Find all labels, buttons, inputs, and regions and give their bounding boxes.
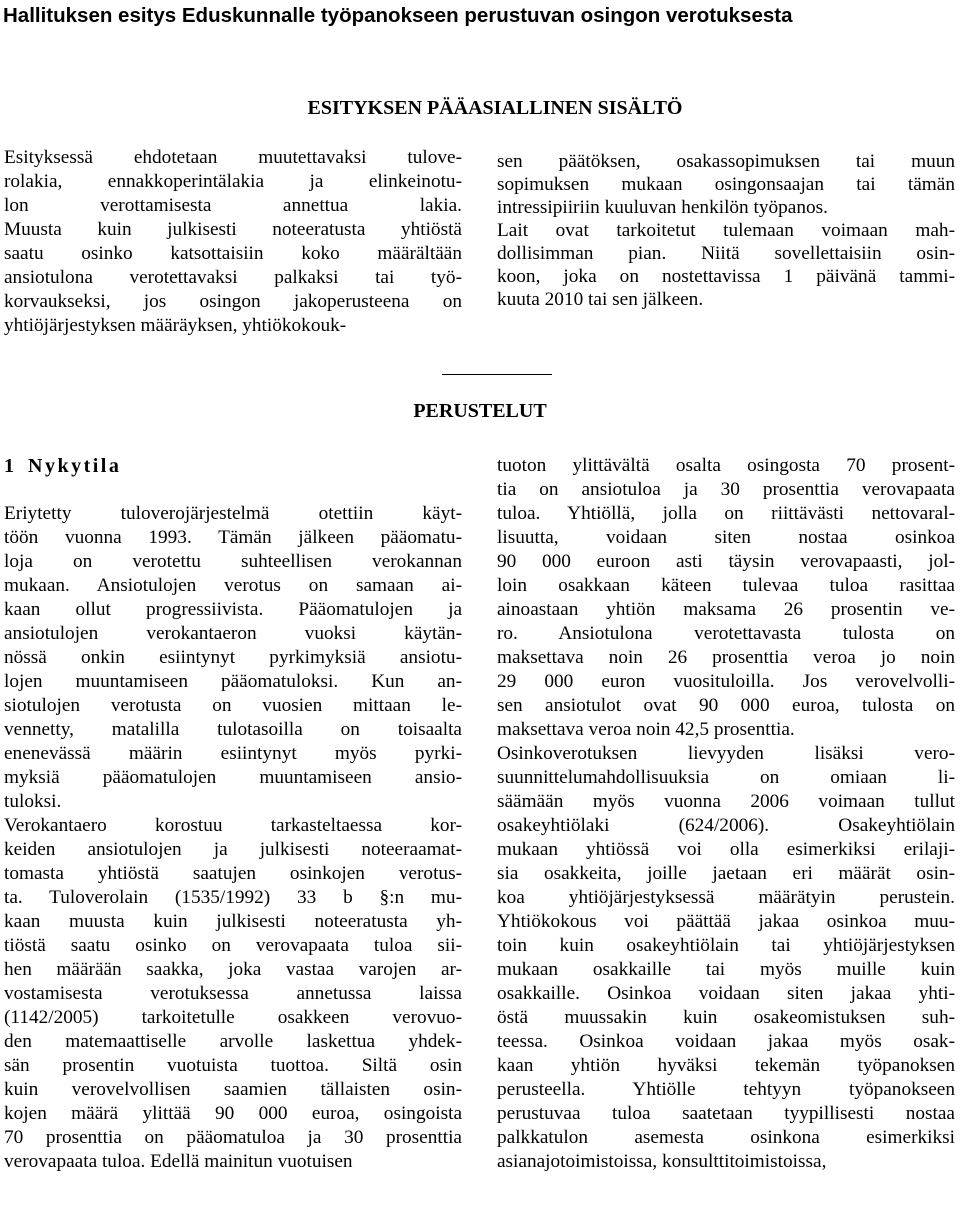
text-line: tomasta yhtiöstä saatujen osinkojen verotus- [4, 863, 462, 884]
section-number: 1 [4, 455, 14, 477]
text-line: mukaan. Ansiotulojen verotus on samaan ai- [4, 575, 462, 596]
text-line: Yhtiökokous voi päättää jakaa osinkoa muu- [497, 911, 955, 932]
text-line: kaan muusta kuin julkisesti noteeratusta yh- [4, 911, 462, 932]
text-line: mukaan yhtiössä voi olla esimerkiksi erilaji- [497, 839, 955, 860]
text-line: sia osakkeita, joille jaetaan eri määrät osin- [497, 863, 955, 884]
text-line: ainoastaan yhtiön maksama 26 prosentin ve- [497, 599, 955, 620]
text-line: intressipiiriin kuuluvan henkilön työpanos. [497, 197, 828, 218]
text-line: ansiotulona verotettavaksi palkaksi tai työ- [4, 267, 462, 288]
text-line: tia on ansiotuloa ja 30 prosenttia verovapaata [497, 479, 955, 500]
section-divider [442, 374, 552, 375]
text-line: den matemaattiselle arvolle laskettua yhdek- [4, 1031, 462, 1052]
text-line: tuoton ylittävältä osalta osingosta 70 prosent- [497, 455, 955, 476]
text-line: palkkatulon asemesta osinkona esimerkiksi [497, 1127, 955, 1148]
text-line: (1142/2005) tarkoitetulle osakkeen verovuo- [4, 1007, 462, 1028]
text-line: rolakia, ennakkoperintälakia ja elinkeinotu- [4, 171, 462, 192]
summary-right-column [497, 150, 955, 311]
text-line: toin kuin osakeyhtiölain tai yhtiöjärjestyksen [497, 935, 955, 956]
rationale-right-column [497, 454, 955, 1174]
section-title: Nykytila [28, 455, 122, 477]
text-line: lojen muuntamiseen pääomatuloksi. Kun an- [4, 671, 462, 692]
text-line: lisuutta, voidaan siten nostaa osinkoa [497, 527, 955, 548]
text-line: myksiä pääomatulojen muuntamiseen ansio- [4, 767, 462, 788]
text-line: maksettava veroa noin 42,5 prosenttia. [497, 719, 795, 740]
text-line: kaan ollut progressiivista. Pääomatulojen ja [4, 599, 462, 620]
text-line: verovapaata tuloa. Edellä mainitun vuotuisen [4, 1151, 353, 1172]
text-line: kuuta 2010 tai sen jälkeen. [497, 289, 704, 310]
text-line: tuloa. Yhtiöllä, jolla on riittävästi nettovaral- [497, 503, 955, 524]
text-line: 29 000 euron vuosituloilla. Jos verovelvolli- [497, 671, 955, 692]
text-line: vostamisesta verotuksessa annetussa laissa [4, 983, 462, 1004]
text-line: ta. Tuloverolain (1535/1992) 33 b §:n mu- [4, 887, 462, 908]
text-line: nössä onkin esiintynyt pyrkimyksiä ansiotu- [4, 647, 462, 668]
text-line: töön vuonna 1993. Tämän jälkeen pääomatu- [4, 527, 462, 548]
rationale-left-column [4, 502, 462, 1174]
text-line: vennetty, matalilla tulotasoilla on toisaalta [4, 719, 462, 740]
section-heading-nykytila [4, 455, 121, 478]
text-line: koa yhtiöjärjestyksessä määrätyin perustein. [497, 887, 955, 908]
text-line: maksettava noin 26 prosenttia veroa jo noin [497, 647, 955, 668]
text-line: yhtiöjärjestyksen määräyksen, yhtiökokouk- [4, 315, 347, 336]
text-line: 90 000 euroon asti täysin verovapaasti, jol- [497, 551, 955, 572]
text-line: kuin verovelvollisen saamien tällaisten osin- [4, 1079, 462, 1100]
text-line: sen päätöksen, osakassopimuksen tai muun [497, 151, 955, 172]
text-line: korvaukseksi, jos osingon jakoperusteena on [4, 291, 462, 312]
text-line: koon, joka on nostettavissa 1 päivänä tammi- [497, 266, 955, 287]
text-line: asianajotoimistoissa, konsulttitoimistoissa, [497, 1151, 827, 1172]
text-line: 70 prosenttia on pääomatuloa ja 30 prosenttia [4, 1127, 462, 1148]
document-title: Hallituksen esitys Eduskunnalle työpanokseen perustuvan osingon verotuksesta [3, 4, 793, 27]
text-line: Eriytetty tuloverojärjestelmä otettiin käyt- [4, 503, 462, 524]
text-line: ansiotulojen verokantaeron vuoksi käytän- [4, 623, 462, 644]
text-line: perusteella. Yhtiölle tehtyyn työpanokseen [497, 1079, 955, 1100]
summary-heading: ESITYKSEN PÄÄASIALLINEN SISÄLTÖ [307, 97, 683, 119]
text-line: Esityksessä ehdotetaan muutettavaksi tulove- [4, 147, 462, 168]
text-line: lon verottamisesta annettua lakia. [4, 195, 462, 216]
summary-left-column [4, 146, 462, 338]
text-line: hen määrään saakka, joka vastaa varojen ar- [4, 959, 462, 980]
text-line: suunnittelumahdollisuuksia on omiaan li- [497, 767, 955, 788]
text-line: östä muussakin kuin osakeomistuksen suh- [497, 1007, 955, 1028]
text-line: saatu osinko katsottaisiin koko määrältään [4, 243, 462, 264]
text-line: Muusta kuin julkisesti noteeratusta yhtiöstä [4, 219, 462, 240]
text-line: osakeyhtiölaki (624/2006). Osakeyhtiölain [497, 815, 955, 836]
text-line: perustuvaa tuloa saatetaan tyypillisesti nostaa [497, 1103, 955, 1124]
text-line: mukaan osakkaille tai myös muille kuin [497, 959, 955, 980]
text-line: loja on verotettu suhteellisen verokannan [4, 551, 462, 572]
text-line: osakkaille. Osinkoa voidaan siten jakaa yhti- [497, 983, 955, 1004]
text-line: kaan yhtiön hyväksi tekemän työpanoksen [497, 1055, 955, 1076]
text-line: teessa. Osinkoa voidaan jakaa myös osak- [497, 1031, 955, 1052]
text-line: dollisimman pian. Niitä sovellettaisiin osin- [497, 243, 955, 264]
text-line: tuloksi. [4, 791, 62, 812]
text-line: Osinkoverotuksen lievyyden lisäksi vero- [497, 743, 955, 764]
text-line: enenevässä määrin esiintynyt myös pyrki- [4, 743, 462, 764]
text-line: säämään myös vuonna 2006 voimaan tullut [497, 791, 955, 812]
text-line: Verokantaero korostuu tarkasteltaessa kor- [4, 815, 462, 836]
rationale-heading: PERUSTELUT [413, 400, 547, 422]
text-line: siotulojen verotusta on vuosien mittaan le- [4, 695, 462, 716]
text-line: loin osakkaan käteen tulevaa tuloa rasittaa [497, 575, 955, 596]
text-line: kojen määrä ylittää 90 000 euroa, osingoista [4, 1103, 462, 1124]
text-line: keiden ansiotulojen ja julkisesti noteeraamat- [4, 839, 462, 860]
text-line: sän prosentin vuotuista tuottoa. Siltä osin [4, 1055, 462, 1076]
text-line: sopimuksen mukaan osingonsaajan tai tämän [497, 174, 955, 195]
text-line: sen ansiotulot ovat 90 000 euroa, tulosta on [497, 695, 955, 716]
text-line: tiöstä saatu osinko on verovapaata tuloa sii- [4, 935, 462, 956]
text-line: Lait ovat tarkoitetut tulemaan voimaan mah- [497, 220, 955, 241]
text-line: ro. Ansiotulona verotettavasta tulosta on [497, 623, 955, 644]
